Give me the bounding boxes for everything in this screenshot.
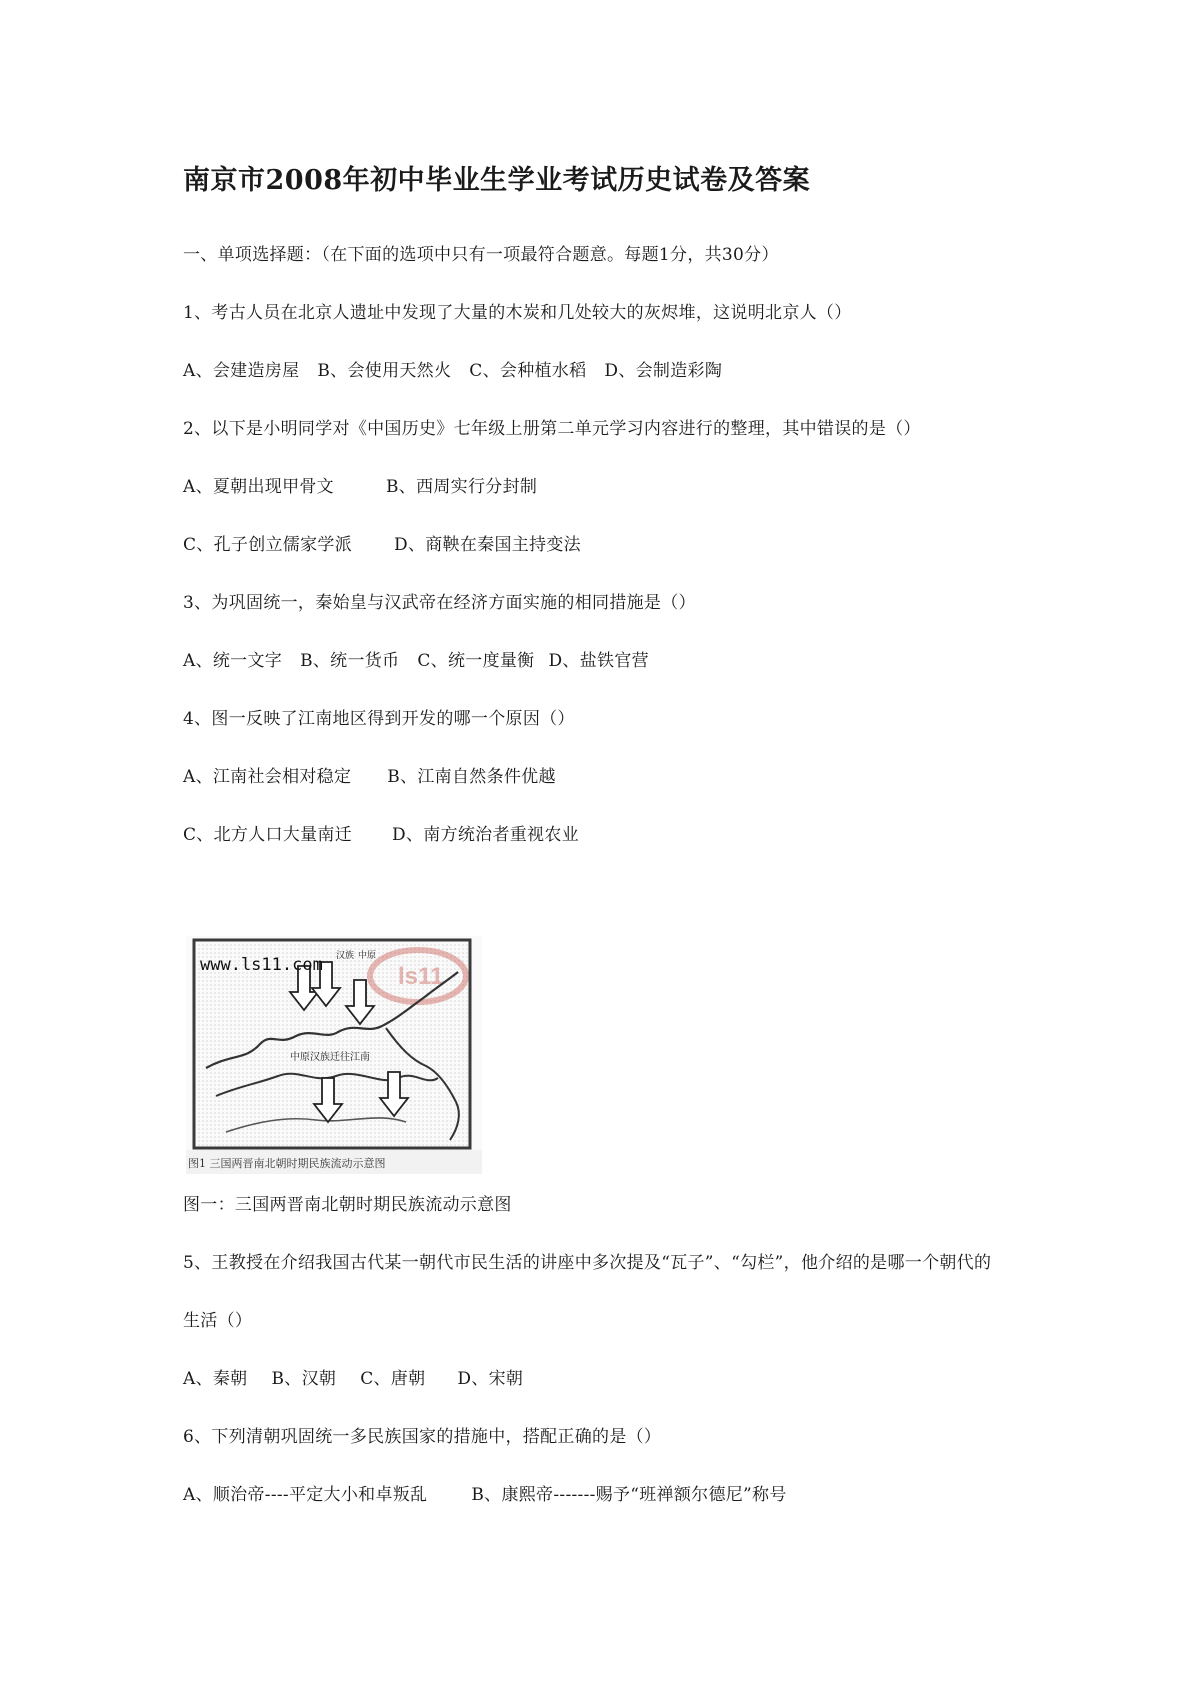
question-4-option-c: C、北方人口大量南迁 bbox=[183, 825, 353, 845]
question-2-option-b: B、西周实行分封制 bbox=[385, 477, 538, 497]
question-6-options bbox=[183, 1480, 787, 1505]
question-4-options-row-2 bbox=[183, 820, 579, 845]
question-1-stem: 1、考古人员在北京人遗址中发现了大量的木炭和几处较大的灰烬堆，这说明北京人（） bbox=[183, 303, 852, 323]
question-4-options-row-1 bbox=[183, 762, 556, 787]
question-5-stem-line-2: 生活（） bbox=[183, 1311, 253, 1331]
question-4-option-a: A、江南社会相对稳定 bbox=[183, 767, 352, 787]
section-heading: 一、单项选择题：（在下面的选项中只有一项最符合题意。每题1分，共30分） bbox=[183, 245, 779, 265]
question-3-option-a: A、统一文字 bbox=[183, 651, 283, 671]
question-4-stem: 4、图一反映了江南地区得到开发的哪一个原因（） bbox=[183, 709, 575, 729]
question-5-option-a: A、秦朝 bbox=[183, 1369, 248, 1389]
question-5-option-d: D、宋朝 bbox=[457, 1369, 524, 1389]
question-6-option-b: B、康熙帝-------赐予“班禅额尔德尼”称号 bbox=[471, 1485, 787, 1505]
question-1-options bbox=[183, 356, 722, 381]
question-2-option-d: D、商鞅在秦国主持变法 bbox=[394, 535, 581, 555]
svg-text:ls11: ls11 bbox=[398, 963, 444, 990]
question-6-stem: 6、下列清朝巩固统一多民族国家的措施中，搭配正确的是（） bbox=[183, 1427, 662, 1447]
question-5-option-c: C、唐朝 bbox=[360, 1369, 426, 1389]
map-top-label: 汉族 bbox=[336, 951, 355, 961]
question-4-option-b: B、江南自然条件优越 bbox=[387, 767, 556, 787]
question-5-stem-line-1: 5、王教授在介绍我国古代某一朝代市民生活的讲座中多次提及“瓦子”、“勾栏”，他介绍的是哪一个朝代的 bbox=[183, 1253, 992, 1273]
map-image-caption: 图1 三国两晋南北朝时期民族流动示意图 bbox=[188, 1157, 386, 1170]
map-top-label-2: 中原 bbox=[358, 951, 377, 961]
map-watermark-url: www.ls11.com bbox=[200, 955, 323, 975]
question-1-option-c: C、会种植水稻 bbox=[469, 361, 587, 381]
question-2-option-a: A、夏朝出现甲骨文 bbox=[183, 477, 334, 497]
question-3-stem: 3、为巩固统一，秦始皇与汉武帝在经济方面实施的相同措施是（） bbox=[183, 593, 696, 613]
question-3-option-c: C、统一度量衡 bbox=[417, 651, 535, 671]
question-2-stem: 2、以下是小明同学对《中国历史》七年级上册第二单元学习内容进行的整理，其中错误的是（） bbox=[183, 419, 921, 439]
question-5-option-b: B、汉朝 bbox=[271, 1369, 337, 1389]
question-2-options-row-2 bbox=[183, 530, 581, 555]
question-6-option-a: A、顺治帝----平定大小和卓叛乱 bbox=[183, 1485, 428, 1505]
migration-map-figure bbox=[186, 936, 482, 1174]
question-4-option-d: D、南方统治者重视农业 bbox=[392, 825, 579, 845]
question-1-option-b: B、会使用天然火 bbox=[317, 361, 452, 381]
question-3-option-d: D、盐铁官营 bbox=[548, 651, 649, 671]
question-3-options bbox=[183, 646, 649, 671]
map-mid-label: 中原汉族迁往江南 bbox=[290, 1052, 370, 1063]
figure-caption: 图一：三国两晋南北朝时期民族流动示意图 bbox=[183, 1195, 512, 1215]
question-1-option-a: A、会建造房屋 bbox=[183, 361, 300, 381]
question-2-options-row-1 bbox=[183, 472, 537, 497]
document-title: 南京市2008年初中毕业生学业考试历史试卷及答案 bbox=[183, 165, 811, 196]
question-1-option-d: D、会制造彩陶 bbox=[604, 361, 723, 381]
migration-map-image bbox=[186, 936, 482, 1174]
question-5-options bbox=[183, 1364, 523, 1389]
question-2-option-c: C、孔子创立儒家学派 bbox=[183, 535, 353, 555]
question-3-option-b: B、统一货币 bbox=[300, 651, 400, 671]
